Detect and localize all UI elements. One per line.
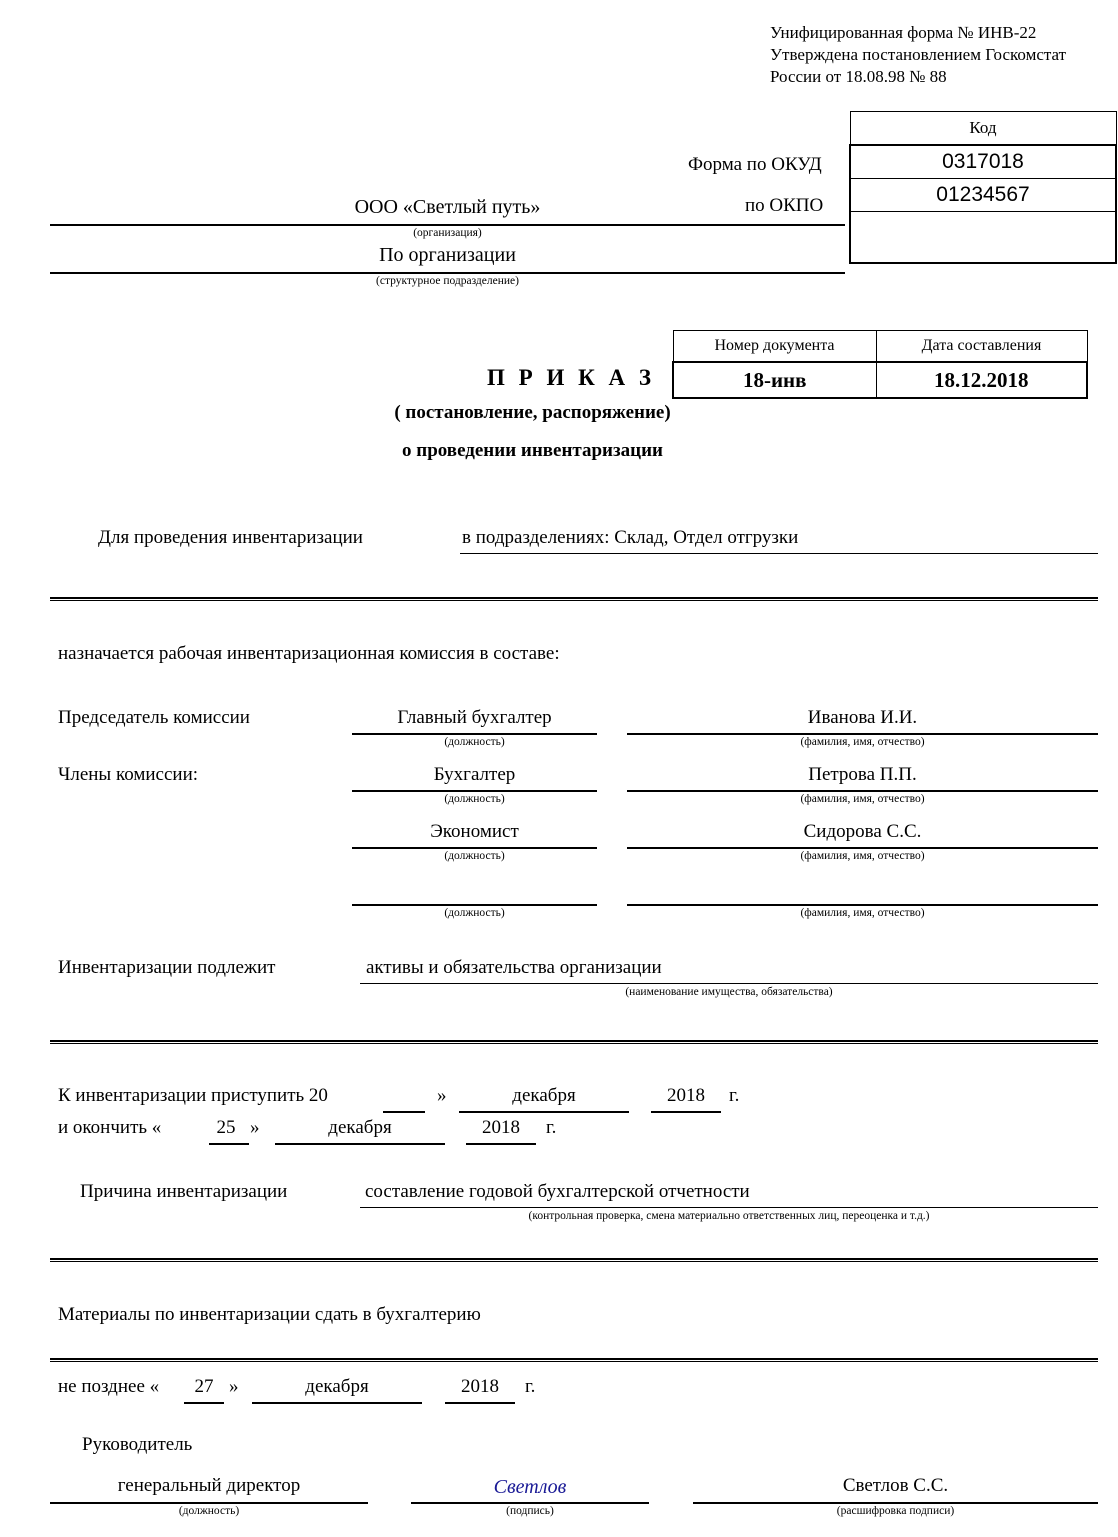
commission-intro: назначается рабочая инвентаризационная комиссия в составе:: [58, 643, 560, 664]
commission-name-rule-4: [627, 904, 1098, 906]
commission-position-3: Экономист: [430, 821, 519, 842]
commission-name-rule-3: [627, 847, 1098, 849]
doc-date-header: Дата составления: [876, 331, 1087, 363]
dates-start-quote: »: [437, 1085, 447, 1106]
code-table-header-cell: Код: [850, 112, 1116, 146]
organization-rule: [50, 224, 845, 226]
subdivision-rule: [50, 272, 845, 274]
dates-end-day: 25: [216, 1117, 236, 1138]
dates-end-prefix: и окончить «: [58, 1117, 162, 1138]
commission-position-1: Главный бухгалтер: [397, 707, 552, 728]
manager-position-caption: (должность): [178, 1505, 240, 1517]
reason-value: составление годовой бухгалтерской отчетности: [365, 1181, 750, 1202]
commission-position-rule-2: [352, 790, 597, 792]
commission-name-caption-2: (фамилия, имя, отчество): [800, 793, 925, 805]
subject-rule: [360, 983, 1098, 984]
dates-start-year: 2018: [667, 1085, 705, 1106]
purpose-label: Для проведения инвентаризации: [98, 527, 363, 548]
doc-date-value: 18.12.2018: [876, 362, 1087, 398]
code-table-header-row: [850, 112, 1116, 146]
commission-position-rule-4: [352, 904, 597, 906]
commission-position-rule-1: [352, 733, 597, 735]
code-okpo-value: 01234567: [850, 179, 1116, 212]
manager-signature-caption: (подпись): [506, 1505, 554, 1517]
manager-name-caption: (расшифровка подписи): [836, 1505, 955, 1517]
deadline-quote: »: [229, 1376, 239, 1397]
form-header-line-3: России от 18.08.98 № 88: [770, 67, 947, 86]
deadline-month: декабря: [305, 1376, 369, 1397]
title-subtitle-1: ( постановление, распоряжение): [394, 402, 671, 423]
doc-table-header-row: [673, 331, 1087, 363]
section-separator-2: [50, 1040, 1098, 1044]
reason-rule: [360, 1207, 1098, 1208]
reason-label: Причина инвентаризации: [80, 1181, 288, 1202]
subject-label: Инвентаризации подлежит: [58, 957, 276, 978]
deadline-day: 27: [194, 1376, 214, 1397]
dates-end-month: декабря: [328, 1117, 392, 1138]
dates-end-year-rule: [466, 1143, 536, 1145]
section-separator-4: [50, 1358, 1098, 1362]
reason-caption: (контрольная проверка, смена материально ответственных лиц, переоценка и т.д.): [528, 1210, 930, 1222]
subject-caption: (наименование имущества, обязательства): [625, 986, 833, 998]
page-title: П Р И К А З: [487, 365, 656, 390]
commission-name-caption-4: (фамилия, имя, отчество): [800, 907, 925, 919]
commission-name-caption-1: (фамилия, имя, отчество): [800, 736, 925, 748]
purpose-value: в подразделениях: Склад, Отдел отгрузки: [462, 527, 799, 548]
dates-start-suffix: г.: [729, 1085, 740, 1106]
subject-value: активы и обязательства организации: [366, 957, 662, 978]
title-subtitle-2: о проведении инвентаризации: [402, 440, 663, 461]
code-label-okpo: по ОКПО: [745, 195, 824, 216]
commission-members-label: Члены комиссии:: [58, 764, 199, 785]
commission-chairman-label: Председатель комиссии: [58, 707, 250, 728]
deadline-day-rule: [184, 1402, 224, 1404]
materials-text: Материалы по инвентаризации сдать в бухгалтерию: [58, 1304, 481, 1325]
dates-end-year: 2018: [482, 1117, 520, 1138]
manager-position: генеральный директор: [117, 1475, 301, 1496]
dates-end-day-rule: [209, 1143, 249, 1145]
deadline-year: 2018: [461, 1376, 499, 1397]
subdivision-value: По организации: [379, 244, 516, 266]
commission-name-3: Сидорова С.С.: [803, 821, 922, 842]
code-table: [849, 111, 1117, 264]
section-separator-1: [50, 597, 1098, 601]
dates-end-month-rule: [275, 1143, 445, 1145]
manager-signature-rule: [411, 1502, 649, 1504]
code-label-okud: Форма по ОКУД: [688, 154, 822, 175]
commission-name-rule-2: [627, 790, 1098, 792]
form-header-line-2: Утверждена постановлением Госкомстат: [770, 45, 1067, 64]
deadline-year-rule: [445, 1402, 515, 1404]
dates-start-day-rule: [383, 1111, 425, 1113]
organization-value: ООО «Светлый путь»: [354, 196, 541, 218]
doc-number-table: [672, 330, 1088, 399]
dates-start-month-rule: [459, 1111, 629, 1113]
dates-start-prefix: К инвентаризации приступить 20: [58, 1085, 328, 1106]
deadline-month-rule: [252, 1402, 422, 1404]
commission-name-2: Петрова П.П.: [808, 764, 917, 785]
code-okud-value: 0317018: [850, 145, 1116, 179]
purpose-rule: [460, 553, 1098, 554]
dates-end-quote: »: [250, 1117, 260, 1138]
code-table-row: [850, 212, 1116, 264]
commission-position-caption-2: (должность): [444, 793, 505, 805]
doc-table-value-row: [673, 362, 1087, 398]
deadline-prefix: не позднее «: [58, 1376, 160, 1397]
section-separator-3: [50, 1258, 1098, 1262]
manager-name-rule: [693, 1502, 1098, 1504]
commission-name-caption-3: (фамилия, имя, отчество): [800, 850, 925, 862]
dates-start-month: декабря: [512, 1085, 576, 1106]
dates-end-suffix: г.: [546, 1117, 557, 1138]
commission-position-2: Бухгалтер: [433, 764, 516, 785]
commission-position-caption-1: (должность): [444, 736, 505, 748]
manager-name: Светлов С.С.: [842, 1475, 949, 1496]
code-table-row: [850, 145, 1116, 179]
deadline-suffix: г.: [525, 1376, 536, 1397]
organization-caption: (организация): [413, 227, 482, 239]
commission-name-rule-1: [627, 733, 1098, 735]
commission-position-caption-4: (должность): [444, 907, 505, 919]
manager-signature: Светлов: [493, 1476, 567, 1498]
commission-position-caption-3: (должность): [444, 850, 505, 862]
dates-start-year-rule: [651, 1111, 721, 1113]
manager-position-rule: [50, 1502, 368, 1504]
doc-number-value: 18-инв: [673, 362, 876, 398]
form-header-note: [770, 22, 1066, 88]
manager-label: Руководитель: [82, 1434, 193, 1455]
form-header-line-1: Унифицированная форма № ИНВ-22: [770, 23, 1037, 42]
code-table-row: [850, 179, 1116, 212]
code-empty-value: [850, 212, 1116, 264]
commission-name-1: Иванова И.И.: [807, 707, 918, 728]
commission-position-rule-3: [352, 847, 597, 849]
doc-number-header: Номер документа: [673, 331, 876, 363]
subdivision-caption: (структурное подразделение): [376, 275, 519, 287]
